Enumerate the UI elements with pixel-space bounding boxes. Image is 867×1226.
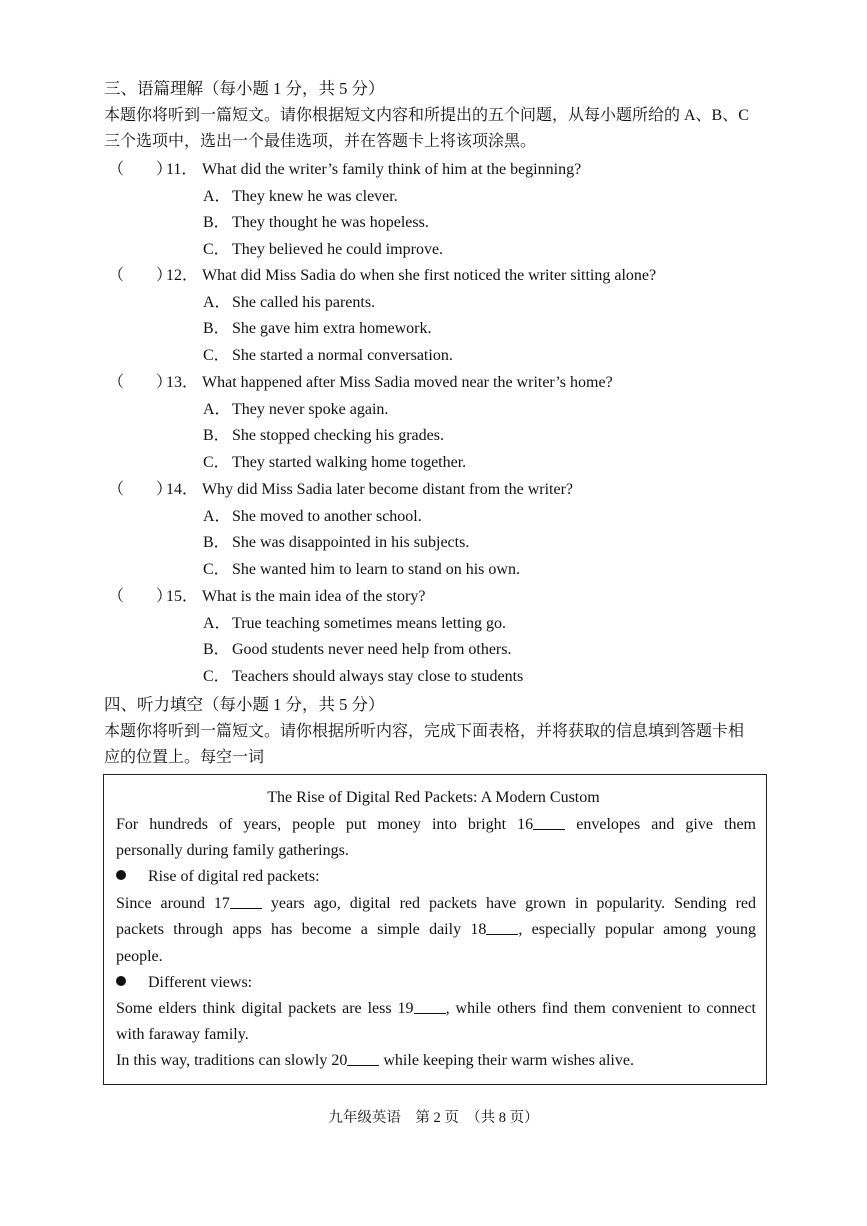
question-number: 15． [166,588,199,605]
option-c[interactable] [203,240,443,260]
passage-line-5: people. [116,948,163,965]
option-letter: B． [203,214,230,231]
blank-19[interactable] [414,999,446,1014]
bullet-item-rise [116,867,320,887]
option-letter: A． [203,294,231,311]
option-text: They knew he was clever. [232,188,398,205]
option-a[interactable] [203,187,398,207]
answer-bracket[interactable]: （ ） [108,161,173,178]
passage-line-2: personally during family gatherings. [116,842,349,859]
option-text: They believed he could improve. [232,241,444,258]
bullet-icon [116,870,126,880]
option-letter: B． [203,641,230,658]
passage-text: envelopes and give them [565,816,757,833]
blank-17[interactable] [230,894,262,909]
passage-line-8 [116,1051,756,1071]
option-a[interactable] [203,400,388,420]
answer-bracket[interactable]: （ ） [108,267,173,284]
question-text: What did Miss Sadia do when she first noticed the writer sitting alone? [202,267,657,284]
passage-line-7: with faraway family. [116,1026,249,1043]
option-letter: A． [203,508,231,525]
option-text: She called his parents. [232,294,376,311]
question-15 [108,587,425,607]
passage-line-3 [116,894,756,914]
option-letter: C． [203,454,230,471]
passage-text: In this way, traditions can slowly 20 [116,1052,348,1069]
blank-20[interactable] [347,1051,379,1066]
question-13 [108,373,613,393]
bullet-label: Rise of digital red packets: [148,868,320,885]
passage-text: while keeping their warm wishes alive. [379,1052,634,1069]
passage-line-1 [116,815,756,835]
option-letter: B． [203,534,230,551]
question-text: What is the main idea of the story? [202,588,426,605]
question-14 [108,480,573,500]
option-text: They started walking home together. [232,454,467,471]
option-letter: B． [203,427,230,444]
bullet-label: Different views: [148,974,253,991]
blank-18[interactable] [486,920,518,935]
answer-bracket[interactable]: （ ） [108,481,173,498]
option-a[interactable] [203,293,375,313]
passage-title: The Rise of Digital Red Packets: A Modern Custom [267,789,600,806]
bullet-icon [116,976,126,986]
answer-bracket[interactable]: （ ） [108,588,173,605]
section4-instruction-line2: 应的位置上。每空一词 [104,749,265,766]
question-12 [108,266,656,286]
option-text: She gave him extra homework. [232,320,432,337]
option-b[interactable] [203,640,511,660]
option-letter: B． [203,320,230,337]
passage-line-6 [116,999,756,1019]
option-text: Teachers should always stay close to students [232,668,524,685]
question-text: Why did Miss Sadia later become distant from the writer? [202,481,574,498]
option-letter: C． [203,561,230,578]
option-letter: A． [203,615,231,632]
passage-text: For hundreds of years, people put money into bright 16 [116,816,534,833]
option-text: They never spoke again. [232,401,389,418]
option-b[interactable] [203,319,432,339]
bullet-item-views [116,973,252,993]
option-text: She started a normal conversation. [232,347,453,364]
option-letter: A． [203,188,231,205]
option-c[interactable] [203,453,466,473]
passage-text: , while others find them convenient to connect [445,1000,756,1017]
option-c[interactable] [203,667,523,687]
passage-text: Some elders think digital packets are less 19 [116,1000,414,1017]
passage-line-4 [116,920,756,940]
option-b[interactable] [203,426,444,446]
answer-bracket[interactable]: （ ） [108,374,173,391]
section4-instruction-line1: 本题你将听到一篇短文。请你根据所听内容，完成下面表格，并将获取的信息填到答题卡相 [104,723,745,740]
option-letter: A． [203,401,231,418]
passage-text: years ago, digital red packets have grown in popularity. Sending red [261,895,756,912]
option-a[interactable] [203,614,506,634]
option-text: She stopped checking his grades. [232,427,444,444]
question-11 [108,160,581,180]
blank-16[interactable] [533,815,565,830]
option-text: She wanted him to learn to stand on his own. [232,561,520,578]
option-letter: C． [203,668,230,685]
option-letter: C． [203,241,230,258]
section4-title: 四、听力填空（每小题 1 分，共 5 分） [104,695,385,714]
option-text: Good students never need help from others. [232,641,512,658]
option-b[interactable] [203,213,429,233]
page-footer: 九年级英语 第 2 页 （共 8 页） [328,1110,539,1126]
option-b[interactable] [203,533,469,553]
question-text: What happened after Miss Sadia moved near the writer’s home? [202,374,613,391]
section3-title: 三、语篇理解（每小题 1 分，共 5 分） [104,79,385,98]
section3-instruction-line1: 本题你将听到一篇短文。请你根据短文内容和所提出的五个问题，从每小题所给的 A、B、C [104,107,749,124]
question-number: 11． [166,161,198,178]
passage-text: , especially popular among young [518,921,756,938]
passage-text: Since around 17 [116,895,230,912]
option-text: She moved to another school. [232,508,422,525]
option-text: True teaching sometimes means letting go. [232,615,507,632]
option-text: They thought he was hopeless. [232,214,429,231]
question-number: 13． [166,374,199,391]
option-text: She was disappointed in his subjects. [232,534,470,551]
question-number: 14． [166,481,199,498]
section3-instruction-line2: 三个选项中，选出一个最佳选项，并在答题卡上将该项涂黑。 [104,133,537,150]
question-number: 12． [166,267,199,284]
option-a[interactable] [203,507,422,527]
question-text: What did the writer’s family think of him at the beginning? [202,161,582,178]
option-c[interactable] [203,346,453,366]
option-c[interactable] [203,560,520,580]
passage-text: packets through apps has become a simple daily 18 [116,921,487,938]
option-letter: C． [203,347,230,364]
